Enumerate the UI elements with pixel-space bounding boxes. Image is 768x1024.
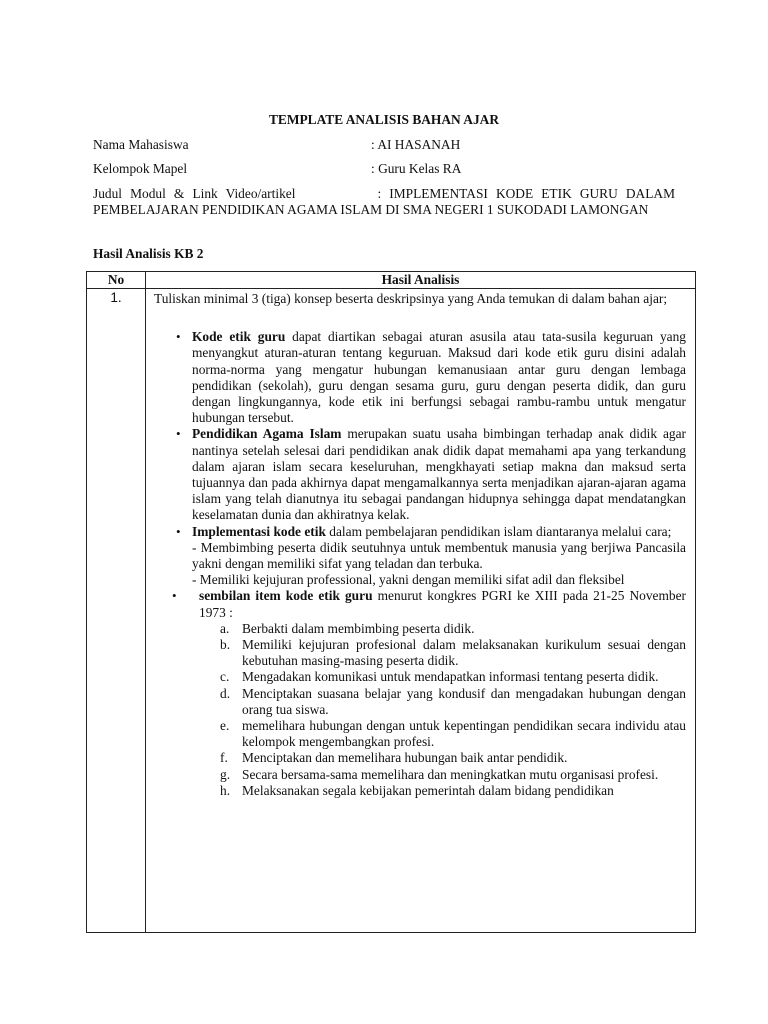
analysis-cell	[146, 289, 696, 933]
table-header-row	[87, 272, 696, 289]
list-text: Melaksanakan segala kebijakan pemerintah dalam bidang pendidikan	[242, 782, 614, 798]
list-item	[220, 637, 686, 669]
field-value: : IMPLEMENTASI KODE ETIK GURU DALAM PEMBELAJARAN PENDIDIKAN AGAMA ISLAM DI SMA NEGERI 1 SUKODADI LAMONGAN	[93, 186, 675, 218]
list-item	[220, 718, 686, 750]
document-title: TEMPLATE ANALISIS BAHAN AJAR	[268, 112, 500, 127]
list-text: Menciptakan suasana belajar yang kondusif dan mengadakan hubungan dengan orang tua siswa.	[242, 685, 686, 717]
concept-term: sembilan item kode etik guru	[199, 588, 373, 604]
list-item	[154, 329, 686, 426]
list-letter: h.	[220, 782, 231, 798]
list-text: Memiliki kejujuran profesional dalam melaksanakan kurikulum sesuai dengan kebutuhan masing-masing peserta didik.	[242, 637, 686, 669]
list-letter: a.	[220, 620, 230, 636]
field-value: : Guru Kelas RA	[371, 161, 462, 176]
implementation-point: - Membimbing peserta didik seutuhnya untuk membentuk manusia yang berjiwa Pancasila yakni dengan memiliki sifat yang teladan dan terbuka.	[192, 539, 686, 572]
section-title: Hasil Analisis KB 2	[93, 246, 204, 261]
concept-term: Kode etik guru	[192, 329, 286, 345]
list-letter: g.	[220, 766, 231, 782]
concept-term: Implementasi kode etik	[192, 523, 326, 539]
list-item	[220, 669, 686, 685]
row-number: 1.	[87, 289, 146, 933]
list-text: Secara bersama-sama memelihara dan meningkatkan mutu organisasi profesi.	[242, 766, 659, 782]
list-item	[220, 750, 686, 766]
list-item	[220, 766, 686, 783]
question-text: Tuliskan minimal 3 (tiga) konsep beserta deskripsinya yang Anda temukan di dalam bahan ajar;	[154, 291, 668, 306]
list-item	[154, 426, 686, 523]
concept-description: dapat diartikan sebagai aturan asusila atau tata-susila keguruan yang menyangkut aturan-aturan tentang keguruan. Maksud dari kode etik guru disini adalah norma-norma yang mengatur hubungan kemanusiaan antar guru dengan lembaga pendidikan (sekolah), guru dengan sesama guru, guru dengan peserta didik, dan guru dengan lingkungannya, kode etik ini berfungsi sebagai rambu-rambu untuk mengatur hubungan tersebut.	[192, 329, 686, 426]
implementation-point: - Memiliki kejujuran professional, yakni dengan memiliki sifat adil dan fleksibel	[192, 572, 625, 588]
list-letter: f.	[220, 750, 228, 766]
list-text: memelihara hubungan dengan untuk kepentingan pendidikan secara individu atau kelompok mengembangkan profesi.	[242, 718, 686, 750]
list-text: Mengadakan komunikasi untuk mendapatkan informasi tentang peserta didik.	[242, 669, 659, 685]
list-item	[220, 782, 686, 799]
list-text: Menciptakan dan memelihara hubungan baik antar pendidik.	[242, 750, 568, 766]
list-text: Berbakti dalam membimbing peserta didik.	[242, 620, 475, 636]
field-label: Kelompok Mapel	[93, 161, 188, 176]
concept-description: dalam pembelajaran pendidikan islam diantaranya melalui cara;	[325, 523, 672, 539]
table-row	[87, 289, 696, 933]
list-item	[220, 620, 686, 637]
list-letter: d.	[220, 685, 231, 701]
concept-description: merupakan suatu usaha bimbingan terhadap anak didik agar nantinya setelah selesai dari pendidikan anak didik dapat memahami apa yang terkandung dalam ajaran islam secara keseluruhan, mengkhayati setiap makna dan maksud serta tujuannya dan pada akhirnya dapat mengamalkannya serta menjadikan ajaran-ajaran agama islam yang telah dianutnya itu sebagai pandangan hidupnya sehingga dapat mendatangkan keselamatan dunia dan akhiratnya kelak.	[192, 426, 686, 523]
concept-list	[154, 329, 686, 799]
list-item	[220, 685, 686, 718]
bullet-icon: •	[176, 523, 181, 539]
list-item	[154, 588, 686, 799]
bullet-icon: •	[176, 426, 181, 442]
field-judul-modul	[93, 186, 675, 218]
column-header-analysis: Hasil Analisis	[146, 272, 696, 289]
concept-term: Pendidikan Agama Islam	[192, 426, 342, 442]
field-value: : AI HASANAH	[371, 137, 461, 152]
column-header-no: No	[87, 272, 146, 289]
code-of-ethics-list	[199, 621, 686, 799]
field-label: Nama Mahasiswa	[93, 137, 189, 152]
list-letter: b.	[220, 637, 231, 653]
field-label: Judul Modul & Link Video/artikel	[93, 186, 296, 201]
list-letter: e.	[220, 718, 230, 734]
bullet-icon: •	[172, 588, 177, 604]
analysis-table	[86, 271, 696, 933]
list-letter: c.	[220, 669, 230, 685]
concept-description: menurut kongkres PGRI ke XIII pada 21-25 November 1973 :	[199, 588, 686, 620]
bullet-icon: •	[176, 329, 181, 345]
list-item	[154, 524, 686, 589]
